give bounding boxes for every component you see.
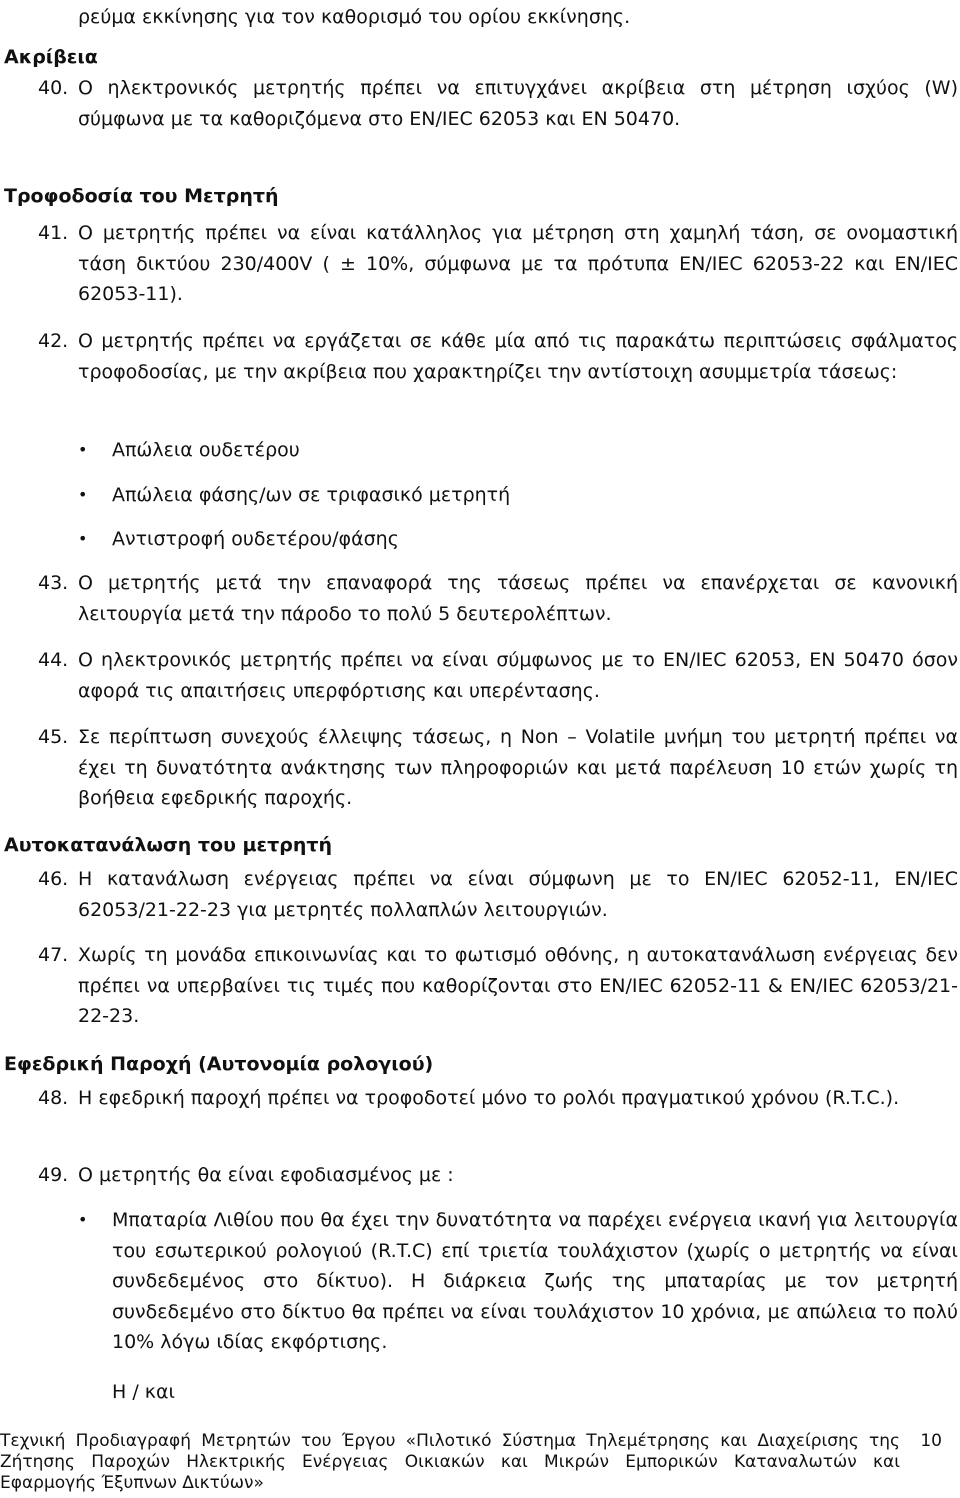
list-item-48 [38, 1083, 958, 1114]
list-item-43 [38, 568, 958, 629]
item-number: 44. [38, 649, 69, 671]
item-number: 40. [38, 77, 69, 99]
item-number: 43. [38, 572, 69, 594]
list-item-40 [38, 73, 958, 134]
bullet-item: • Απώλεια φάσης/ων σε τριφασικό μετρητή [78, 480, 958, 511]
item-text: Σε περίπτωση συνεχούς έλλειψης τάσεως, η Non – Volatile μνήμη του μετρητή πρέπει να έχει τη δυνατότητα ανάκτησης των πληροφοριών και μετά παρέλευση 10 ετών χωρίς τη βοήθεια εφεδρικής παροχής. [78, 726, 958, 809]
footer-text: Τεχνική Προδιαγραφή Μετρητών του Έργου «Πιλοτικό Σύστημα Τηλεμέτρησης και Διαχείρισης της Ζήτησης Παροχών Ηλεκτρικής Ενέργειας Οικιακών και Μικρών Εμπορικών Καταναλωτών και Εφαρμογής Έξυπνων Δικτύων» [0, 1431, 900, 1493]
section-heading-accuracy: Ακρίβεια [4, 46, 98, 68]
list-item-46 [38, 864, 958, 925]
list-item-49 [38, 1160, 958, 1191]
item-number: 48. [38, 1087, 69, 1109]
bullet-icon: • [78, 440, 88, 459]
item-text: Η εφεδρική παροχή πρέπει να τροφοδοτεί μόνο το ρολόι πραγματικού χρόνου (R.T.C.). [78, 1087, 900, 1109]
item-text: Ο μετρητής μετά την επαναφορά της τάσεως πρέπει να επανέρχεται σε κανονική λειτουργία μετά την πάροδο το πολύ 5 δευτερολέπτων. [78, 572, 958, 625]
list-item-45 [38, 722, 958, 814]
item-number: 46. [38, 868, 69, 890]
bullet-icon: • [78, 485, 88, 504]
page-footer [0, 1431, 960, 1494]
section-heading-power: Τροφοδοσία του Μετρητή [4, 185, 279, 207]
bullet-icon: • [78, 1210, 88, 1229]
item-text: Ο μετρητής πρέπει να είναι κατάλληλος για μέτρηση στη χαμηλή τάση, σε ονομαστική τάση δικτύου 230/400V ( ± 10%, σύμφωνα με τα πρότυπα EN/IEC 62053-22 και EN/IEC 62053-11). [78, 222, 958, 305]
or-and-line: Η / και [112, 1381, 175, 1403]
item-number: 41. [38, 222, 69, 244]
section-heading-backup-supply: Εφεδρική Παροχή (Αυτονομία ρολογιού) [4, 1053, 434, 1075]
item-text: Η κατανάλωση ενέργειας πρέπει να είναι σύμφωνη με το EN/IEC 62052-11, EN/IEC 62053/21-22-23 για μετρητές πολλαπλών λειτουργιών. [78, 868, 958, 921]
item-text: Ο μετρητής πρέπει να εργάζεται σε κάθε μία από τις παρακάτω περιπτώσεις σφάλματος τροφοδοσίας, με την ακρίβεια που χαρακτηρίζει την αντίστοιχη ασυμμετρία τάσεως: [78, 330, 958, 383]
item-text: Ο μετρητής θα είναι εφοδιασμένος με : [78, 1164, 454, 1186]
continued-text: ρεύμα εκκίνησης για τον καθορισμό του ορίου εκκίνησης. [78, 6, 631, 28]
item-text: Ο ηλεκτρονικός μετρητής πρέπει να επιτυγχάνει ακρίβεια στη μέτρηση ισχύος (W) σύμφωνα με τα καθοριζόμενα στο EN/IEC 62053 και EN 50470. [78, 77, 958, 130]
item-number: 45. [38, 726, 69, 748]
item-text: Ο ηλεκτρονικός μετρητής πρέπει να είναι σύμφωνος με το EN/IEC 62053, EN 50470 όσον αφορά τις απαιτήσεις υπερφόρτισης και υπερέντασης. [78, 649, 958, 702]
list-item-44 [38, 645, 958, 706]
item-number: 42. [38, 330, 69, 352]
item-text: Χωρίς τη μονάδα επικοινωνίας και το φωτισμό οθόνης, η αυτοκατανάλωση ενέργειας δεν πρέπει να υπερβαίνει τις τιμές που καθορίζονται στο EN/IEC 62052-11 & EN/IEC 62053/21-22-23. [78, 944, 958, 1027]
item-number: 49. [38, 1164, 69, 1186]
list-item-42 [38, 326, 958, 387]
section-heading-self-consumption: Αυτοκατανάλωση του μετρητή [4, 834, 333, 856]
page-number: 10 [920, 1431, 942, 1451]
bullet-item: • Μπαταρία Λιθίου που θα έχει την δυνατότητα να παρέχει ενέργεια ικανή για λειτουργία του εσωτερικού ρολογιού (R.T.C) επί τριετία τουλάχιστον (χωρίς ο μετρητής να είναι συνδεδεμένος στο δίκτυο). Η διάρκεια ζωής της μπαταρίας με τον μετρητή συνδεδεμένο στο δίκτυο θα πρέπει να είναι τουλάχιστον 10 χρόνια, με απώλεια το πολύ 10% λόγω ιδίας εκφόρτισης. [78, 1205, 958, 1358]
bullet-item: • Απώλεια ουδετέρου [78, 435, 958, 466]
bullet-icon: • [78, 529, 88, 548]
list-item-47 [38, 940, 958, 1032]
item-number: 47. [38, 944, 69, 966]
list-item-41 [38, 218, 958, 310]
bullet-item: • Αντιστροφή ουδετέρου/φάσης [78, 524, 958, 555]
